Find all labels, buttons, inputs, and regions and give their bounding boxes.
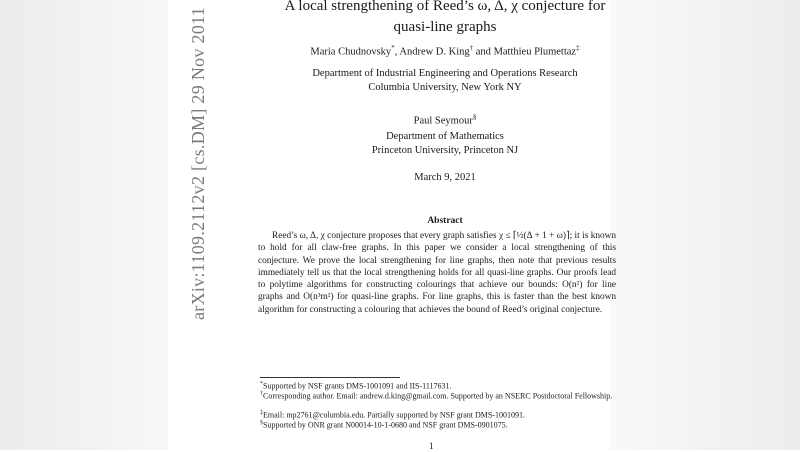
author-plumettaz: Matthieu Plumettaz: [493, 46, 577, 58]
affiliation-1-line-1: Department of Industrial Engineering and Operations Research: [312, 68, 578, 79]
author-mark-3: ‡: [576, 44, 580, 52]
footnote-2-mark: †: [260, 391, 263, 397]
arxiv-identifier: arXiv:1109.2112v2 [cs.DM] 29 Nov 2011: [188, 6, 208, 320]
affiliation-columbia: [240, 67, 650, 95]
footnote-2-text: Corresponding author. Email: andrew.d.king@gmail.com. Supported by an NSERC Postdoctoral Fellowship.: [263, 391, 613, 401]
affiliation-1-line-2: Columbia University, New York NY: [368, 82, 522, 93]
footnote-1-mark: *: [260, 381, 263, 387]
footnote-3-text: Email: mp2761@columbia.edu. Partially supported by NSF grant DMS-1001091.: [263, 410, 526, 420]
paper-date: March 9, 2021: [414, 172, 476, 183]
abstract-heading: Abstract: [427, 216, 463, 226]
footnote-rule: [260, 377, 400, 378]
title-line-1: A local strengthening of Reed’s ω, Δ, χ conjecture for: [284, 0, 606, 14]
footnote-4: [260, 418, 620, 431]
author-king: Andrew D. King: [399, 46, 470, 58]
author-list: [240, 44, 650, 58]
author-mark-2: †: [469, 44, 474, 52]
author-mark-4: §: [472, 113, 477, 121]
affiliation-princeton: [240, 130, 650, 158]
footnote-1-text: Supported by NSF grants DMS-1001091 and IIS-1117631.: [263, 381, 452, 391]
footnote-4-text: Supported by ONR grant N00014-10-1-0680 and NSF grant DMS-0901075.: [263, 420, 508, 430]
author-seymour-block: [240, 110, 650, 129]
paper-title: [240, 0, 650, 38]
footnote-2: [260, 389, 620, 402]
footnote-3-mark: ‡: [260, 410, 263, 416]
author-chudnovsky: Maria Chudnovsky: [310, 46, 392, 58]
author-seymour: Paul Seymour: [413, 115, 473, 127]
affiliation-2-line-1: Department of Mathematics: [386, 131, 504, 142]
left-margin-shade: [0, 0, 168, 450]
author-mark-1: *: [391, 44, 395, 52]
author-separator-1: ,: [394, 46, 400, 58]
affiliation-2-line-2: Princeton University, Princeton NJ: [371, 145, 519, 156]
title-line-2: quasi-line graphs: [393, 19, 497, 35]
author-separator-2: and: [473, 46, 494, 58]
footnote-4-mark: §: [260, 420, 263, 426]
page-number: 1: [429, 442, 434, 452]
abstract-text: Reed’s ω, Δ, χ conjecture proposes that every graph satisfies χ ≤ ⌈½(Δ + 1 + ω)⌉; it is known to hold for all claw-free graphs. In this paper we consider a local strengthening of this conjecture. We prove the local strengthening for line graphs, then note that previous results immediately tell us that the local strengthening holds for all quasi-line graphs. Our proofs lead to polytime algorithms for constructing colourings that achieve our bounds: O(n²) for line graphs and O(n³m²) for quasi-line graphs. For line graphs, this is faster than the best known algorithm for constructing a colouring that achieves the bound of Reed’s original conjecture.: [258, 231, 616, 315]
